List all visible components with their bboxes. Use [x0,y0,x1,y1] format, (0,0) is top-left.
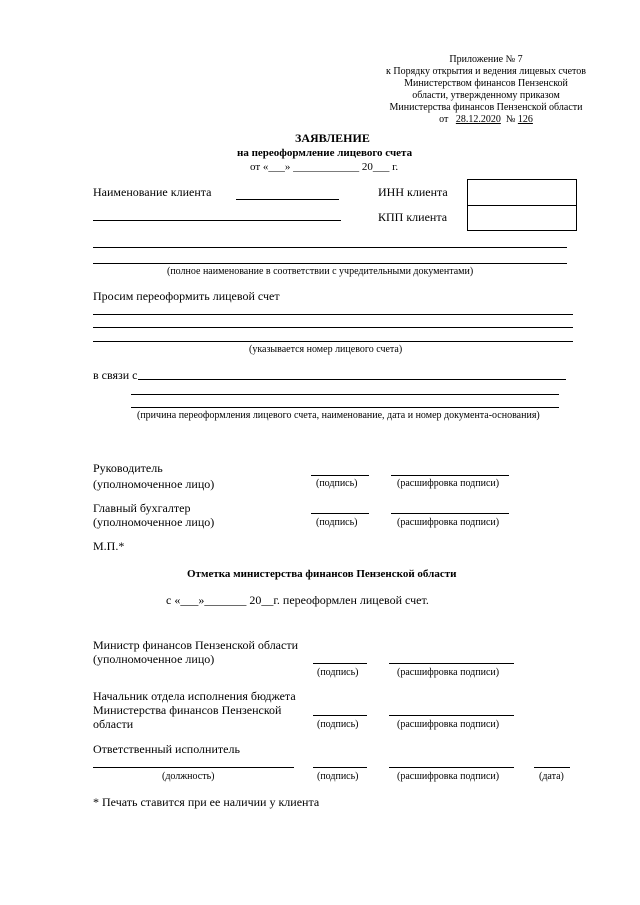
account-line-2[interactable] [93,327,573,328]
account-line-3[interactable] [93,341,573,342]
executor-date-line[interactable] [534,767,570,768]
client-name-input-line-2[interactable] [93,220,341,221]
chief-sign-line[interactable] [313,715,367,716]
executor-position-line[interactable] [93,767,294,768]
executor-position-caption: (должность) [162,771,215,782]
accountant-decode-caption: (расшифровка подписи) [397,517,500,528]
head-sign-line[interactable] [311,475,369,476]
reason-note: (причина переоформления лицевого счета, наименование, дата и номер документа-основания) [137,410,540,421]
appendix-line-1: Приложение № 7 [449,54,523,65]
inn-label: ИНН клиента [378,185,448,199]
appendix-line-2: к Порядку открытия и ведения лицевых счетов [385,66,586,77]
executor-sign-line[interactable] [313,767,367,768]
appendix-line-5: Министерства финансов Пензенской области [389,102,583,113]
minister-sublabel: (уполномоченное лицо) [93,652,215,666]
appendix-date: 28.12.2020 [455,114,501,125]
appendix-line-3: Министерством финансов Пензенской [404,78,568,89]
reason-line-1[interactable] [138,379,566,380]
appendix-date-prefix: от [439,114,449,125]
reason-prefix: в связи с [93,368,138,382]
head-sublabel: (уполномоченное лицо) [93,477,215,491]
head-decode-caption: (расшифровка подписи) [397,478,500,489]
full-name-line-2[interactable] [93,263,567,264]
head-decode-line[interactable] [391,475,509,476]
chief-decode-caption: (расшифровка подписи) [397,719,500,730]
executor-date-caption: (дата) [539,771,564,782]
minister-decode-caption: (расшифровка подписи) [397,667,500,678]
chief-label-3: области [93,717,134,731]
chief-label-1: Начальник отдела исполнения бюджета [93,689,296,703]
document-date: от «___» ____________ 20___ г. [250,161,399,173]
client-name-input-line[interactable] [236,199,339,200]
chief-decode-line[interactable] [389,715,514,716]
chief-sign-caption: (подпись) [317,719,359,730]
kpp-field[interactable] [467,205,577,231]
appendix-number: 126 [517,114,533,125]
accountant-sublabel: (уполномоченное лицо) [93,515,215,529]
head-label: Руководитель [93,461,163,475]
minister-sign-line[interactable] [313,663,367,664]
ministry-heading: Отметка министерства финансов Пензенской области [187,568,457,580]
appendix-number-prefix: № [505,114,516,125]
accountant-label: Главный бухгалтер [93,501,191,515]
executor-label: Ответственный исполнитель [93,742,240,756]
account-note: (указывается номер лицевого счета) [249,344,403,355]
appendix-line-6 [370,114,602,126]
accountant-sign-line[interactable] [311,513,369,514]
minister-sign-caption: (подпись) [317,667,359,678]
accountant-sign-caption: (подпись) [316,517,358,528]
executor-decode-line[interactable] [389,767,514,768]
full-name-note: (полное наименование в соответствии с учредительными документами) [167,266,474,277]
accountant-decode-line[interactable] [391,513,509,514]
document-subtitle: на переоформление лицевого счета [237,147,413,159]
reason-line-2[interactable] [131,394,559,395]
inn-field[interactable] [467,179,577,206]
client-name-label: Наименование клиента [93,185,212,199]
kpp-label: КПП клиента [378,210,448,224]
stamp-label: М.П.* [93,539,125,553]
executor-decode-caption: (расшифровка подписи) [397,771,500,782]
appendix-line-4: области, утвержденному приказом [412,90,560,101]
executor-sign-caption: (подпись) [317,771,359,782]
minister-decode-line[interactable] [389,663,514,664]
reissued-text: с «___»_______ 20__г. переоформлен лицевой счет. [166,593,429,607]
account-line-1[interactable] [93,314,573,315]
chief-label-2: Министерства финансов Пензенской [93,703,282,717]
minister-label: Министр финансов Пензенской области [93,638,298,652]
head-sign-caption: (подпись) [316,478,358,489]
footnote: * Печать ставится при ее наличии у клиента [93,795,320,809]
request-label: Просим переоформить лицевой счет [93,289,280,303]
full-name-line-1[interactable] [93,247,567,248]
reason-line-3[interactable] [131,407,559,408]
appendix-block [370,54,602,126]
document-title: ЗАЯВЛЕНИЕ [295,131,370,145]
